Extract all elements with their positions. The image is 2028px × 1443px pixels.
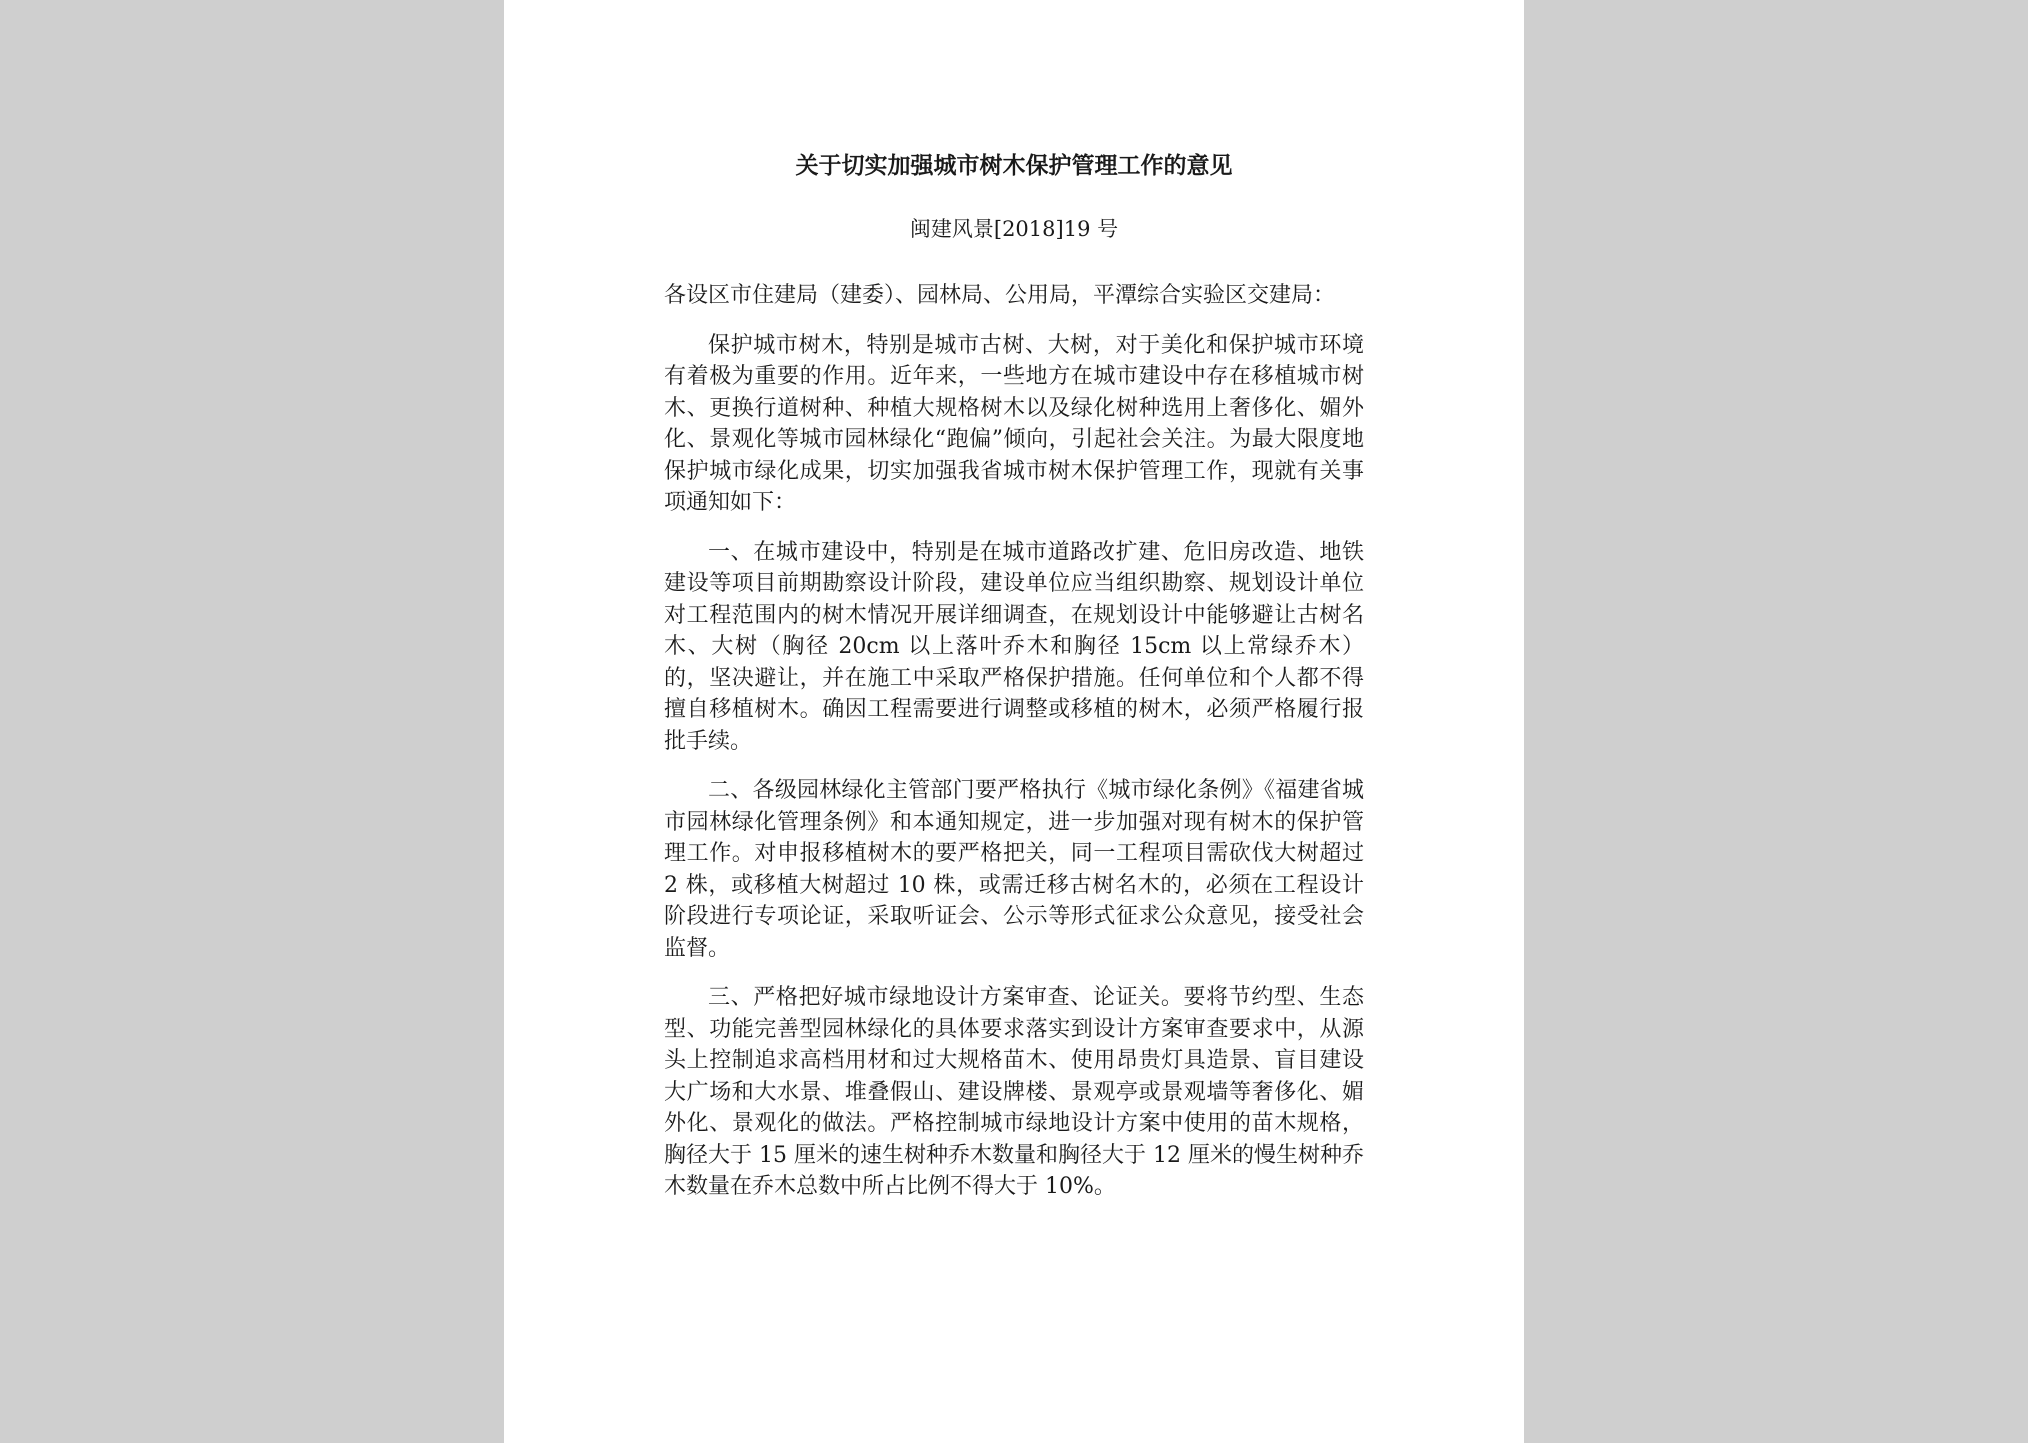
paragraph-item-2: 二、各级园林绿化主管部门要严格执行《城市绿化条例》《福建省城市园林绿化管理条例》和本通知规定，进一步加强对现有树木的保护管理工作。对申报移植树木的要严格把关，同一工程项目需砍伐大树超过 2 株，或移植大树超过 10 株，或需迁移古树名木的，必须在工程设计阶段进行专项论证，采取听证会、公示等形式征求公众意见，接受社会监督。: [664, 778, 1364, 961]
paragraph-intro: 保护城市树木，特别是城市古树、大树，对于美化和保护城市环境有着极为重要的作用。近年来，一些地方在城市建设中存在移植城市树木、更换行道树种、种植大规格树木以及绿化树种选用上奢侈化、媚外化、景观化等城市园林绿化“跑偏”倾向，引起社会关注。为最大限度地保护城市绿化成果，切实加强我省城市树木保护管理工作，现就有关事项通知如下：: [664, 332, 1364, 515]
document-page: [504, 0, 1524, 1443]
document-title: 关于切实加强城市树木保护管理工作的意见: [795, 152, 1233, 179]
salutation: 各设区市住建局（建委）、园林局、公用局，平潭综合实验区交建局：: [664, 283, 1336, 308]
document-number: 闽建风景[2018]19 号: [909, 217, 1119, 241]
paragraph-item-1: 一、在城市建设中，特别是在城市道路改扩建、危旧房改造、地铁建设等项目前期勘察设计阶段，建设单位应当组织勘察、规划设计单位对工程范围内的树木情况开展详细调查，在规划设计中能够避让古树名木、大树（胸径 20cm 以上落叶乔木和胸径 15cm 以上常绿乔木）的，坚决避让，并在施工中采取严格保护措施。任何单位和个人都不得擅自移植树木。确因工程需要进行调整或移植的树木，必须严格履行报批手续。: [664, 539, 1364, 754]
paragraph-item-3: 三、严格把好城市绿地设计方案审查、论证关。要将节约型、生态型、功能完善型园林绿化的具体要求落实到设计方案审查要求中，从源头上控制追求高档用材和过大规格苗木、使用昂贵灯具造景、盲目建设大广场和大水景、堆叠假山、建设牌楼、景观亭或景观墙等奢侈化、媚外化、景观化的做法。严格控制城市绿地设计方案中使用的苗木规格，胸径大于 15 厘米的速生树种乔木数量和胸径大于 12 厘米的慢生树种乔木数量在乔木总数中所占比例不得大于 10%。: [664, 985, 1364, 1199]
document-body: [664, 150, 1364, 1221]
